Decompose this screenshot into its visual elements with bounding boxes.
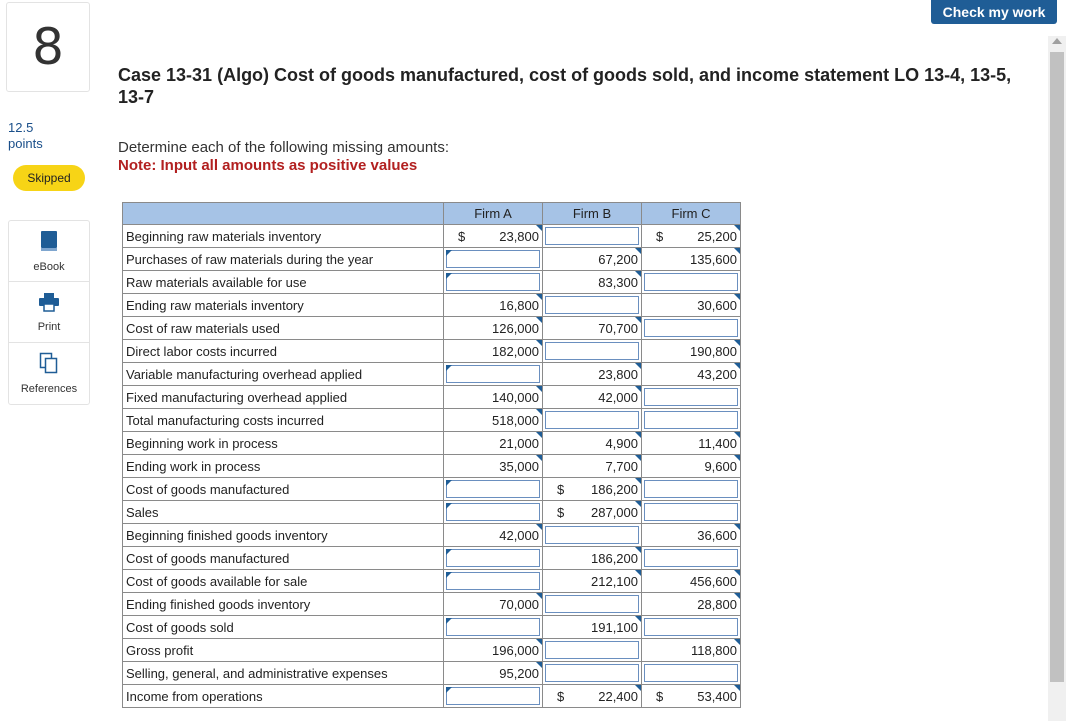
value-cell <box>642 524 741 547</box>
value-cell <box>642 363 741 386</box>
value-cell <box>543 271 642 294</box>
value-cell <box>444 593 543 616</box>
table-row <box>123 294 741 317</box>
question-number: 8 <box>32 18 64 76</box>
table-row <box>123 662 741 685</box>
value-cell <box>543 455 642 478</box>
given-amount: 456,600 <box>690 573 737 589</box>
table-row <box>123 478 741 501</box>
value-cell <box>543 478 642 501</box>
value-cell <box>444 501 543 524</box>
value-cell <box>642 317 741 340</box>
value-cell <box>444 685 543 708</box>
print-button[interactable] <box>9 282 89 343</box>
value-cell <box>543 501 642 524</box>
given-amount: 23,800 <box>499 228 539 244</box>
header-blank-cell <box>123 203 444 225</box>
table-row <box>123 340 741 363</box>
row-label: Cost of goods manufactured <box>123 547 444 570</box>
given-amount: 7,700 <box>605 458 638 474</box>
given-amount: 11,400 <box>698 435 737 451</box>
row-label: Ending finished goods inventory <box>123 593 444 616</box>
scroll-up-arrow-icon[interactable] <box>1052 38 1062 44</box>
table-row <box>123 409 741 432</box>
value-cell <box>543 294 642 317</box>
row-label: Income from operations <box>123 685 444 708</box>
value-cell <box>444 225 543 248</box>
table-row <box>123 386 741 409</box>
row-label: Beginning work in process <box>123 432 444 455</box>
value-cell <box>642 455 741 478</box>
value-cell <box>543 662 642 685</box>
given-amount: 25,200 <box>697 228 737 244</box>
value-cell <box>642 685 741 708</box>
value-cell <box>642 616 741 639</box>
check-my-work-button[interactable]: Check my work <box>931 0 1057 24</box>
given-amount: 287,000 <box>591 504 638 520</box>
value-cell <box>543 639 642 662</box>
value-cell <box>642 248 741 271</box>
given-amount: 36,600 <box>697 527 737 543</box>
given-amount: 196,000 <box>492 642 539 658</box>
row-label: Beginning finished goods inventory <box>123 524 444 547</box>
given-amount: 43,200 <box>697 366 737 382</box>
value-cell <box>543 248 642 271</box>
row-label: Raw materials available for use <box>123 271 444 294</box>
value-cell <box>642 547 741 570</box>
row-label: Cost of goods sold <box>123 616 444 639</box>
value-cell <box>642 432 741 455</box>
given-amount: 16,800 <box>499 297 539 313</box>
table-row <box>123 225 741 248</box>
points-value: 12.5 <box>8 120 34 135</box>
row-label: Gross profit <box>123 639 444 662</box>
given-amount: 191,100 <box>591 619 638 635</box>
value-cell <box>543 593 642 616</box>
ebook-label: eBook <box>33 260 65 273</box>
row-label: Direct labor costs incurred <box>123 340 444 363</box>
given-amount: 67,200 <box>598 251 638 267</box>
points-label: points <box>8 136 43 151</box>
table-row <box>123 317 741 340</box>
header-firm-a: Firm A <box>444 203 543 225</box>
value-cell <box>642 294 741 317</box>
given-amount: 53,400 <box>697 688 737 704</box>
value-cell <box>642 386 741 409</box>
value-cell <box>543 386 642 409</box>
ebook-button[interactable] <box>9 221 89 282</box>
given-amount: 21,000 <box>499 435 539 451</box>
value-cell <box>642 225 741 248</box>
book-icon <box>39 230 59 257</box>
table-row <box>123 432 741 455</box>
value-cell <box>444 409 543 432</box>
value-cell <box>642 570 741 593</box>
dollar-sign: $ <box>656 688 664 704</box>
given-amount: 518,000 <box>492 412 539 428</box>
value-cell <box>444 432 543 455</box>
given-amount: 83,300 <box>598 274 638 290</box>
value-cell <box>543 616 642 639</box>
value-cell <box>543 547 642 570</box>
printer-icon <box>38 292 60 317</box>
row-label: Purchases of raw materials during the year <box>123 248 444 271</box>
value-cell <box>444 455 543 478</box>
value-cell <box>642 501 741 524</box>
row-label: Sales <box>123 501 444 524</box>
value-cell <box>444 363 543 386</box>
note-text: Note: Input all amounts as positive values <box>118 157 418 174</box>
value-cell <box>642 409 741 432</box>
question-title: Case 13-31 (Algo) Cost of goods manufactured, cost of goods sold, and income statement LO 13-4, 13-5, 13-7 <box>118 65 1012 107</box>
dollar-sign: $ <box>458 228 466 244</box>
table-row <box>123 455 741 478</box>
value-cell <box>543 225 642 248</box>
copy-icon <box>39 352 59 379</box>
table-header-row <box>123 203 741 225</box>
row-label: Variable manufacturing overhead applied <box>123 363 444 386</box>
row-label: Ending work in process <box>123 455 444 478</box>
value-cell <box>444 386 543 409</box>
row-label: Ending raw materials inventory <box>123 294 444 317</box>
value-cell <box>444 524 543 547</box>
row-label: Cost of goods manufactured <box>123 478 444 501</box>
scrollbar-thumb[interactable] <box>1050 52 1064 682</box>
value-cell <box>444 616 543 639</box>
table-row <box>123 524 741 547</box>
value-cell <box>543 363 642 386</box>
row-label: Selling, general, and administrative expenses <box>123 662 444 685</box>
header-firm-b: Firm B <box>543 203 642 225</box>
given-amount: 70,000 <box>499 596 539 612</box>
value-cell <box>642 271 741 294</box>
given-amount: 30,600 <box>697 297 737 313</box>
table-row <box>123 547 741 570</box>
given-amount: 95,200 <box>499 665 539 681</box>
value-cell <box>543 685 642 708</box>
value-cell <box>642 639 741 662</box>
question-number-box <box>6 2 90 92</box>
amounts-table <box>122 202 741 708</box>
given-amount: 35,000 <box>499 458 539 474</box>
references-button[interactable] <box>9 343 89 404</box>
dollar-sign: $ <box>557 688 565 704</box>
given-amount: 126,000 <box>492 320 539 336</box>
value-cell <box>543 570 642 593</box>
table-row <box>123 570 741 593</box>
value-cell <box>444 340 543 363</box>
references-label: References <box>20 383 78 395</box>
row-label: Fixed manufacturing overhead applied <box>123 386 444 409</box>
table-row <box>123 271 741 294</box>
value-cell <box>543 317 642 340</box>
table-row <box>123 616 741 639</box>
value-cell <box>444 478 543 501</box>
value-cell <box>444 547 543 570</box>
value-cell <box>642 593 741 616</box>
dollar-sign: $ <box>557 504 565 520</box>
row-label: Cost of raw materials used <box>123 317 444 340</box>
value-cell <box>642 340 741 363</box>
given-amount: 28,800 <box>697 596 737 612</box>
given-amount: 186,200 <box>591 481 638 497</box>
tools-panel <box>8 220 90 405</box>
value-cell <box>543 409 642 432</box>
value-cell <box>642 478 741 501</box>
given-amount: 22,400 <box>598 688 638 704</box>
value-cell <box>444 662 543 685</box>
header-firm-c: Firm C <box>642 203 741 225</box>
value-cell <box>444 271 543 294</box>
value-cell <box>444 294 543 317</box>
value-cell <box>543 524 642 547</box>
given-amount: 118,800 <box>690 642 737 658</box>
given-amount: 190,800 <box>690 343 737 359</box>
table-row <box>123 685 741 708</box>
value-cell <box>444 639 543 662</box>
value-cell <box>444 248 543 271</box>
instruction-text: Determine each of the following missing amounts: <box>118 139 449 156</box>
row-label: Beginning raw materials inventory <box>123 225 444 248</box>
given-amount: 9,600 <box>704 458 737 474</box>
dollar-sign: $ <box>557 481 565 497</box>
value-cell <box>543 340 642 363</box>
value-cell <box>444 570 543 593</box>
value-cell <box>543 432 642 455</box>
row-label: Total manufacturing costs incurred <box>123 409 444 432</box>
table-row <box>123 363 741 386</box>
given-amount: 212,100 <box>591 573 638 589</box>
given-amount: 42,000 <box>598 389 638 405</box>
given-amount: 182,000 <box>492 343 539 359</box>
given-amount: 4,900 <box>605 435 638 451</box>
table-row <box>123 593 741 616</box>
given-amount: 23,800 <box>598 366 638 382</box>
given-amount: 135,600 <box>690 251 737 267</box>
status-badge: Skipped <box>13 165 85 191</box>
dollar-sign: $ <box>656 228 664 244</box>
table-row <box>123 639 741 662</box>
given-amount: 140,000 <box>492 389 539 405</box>
value-cell <box>642 662 741 685</box>
given-amount: 70,700 <box>598 320 638 336</box>
table-row <box>123 501 741 524</box>
row-label: Cost of goods available for sale <box>123 570 444 593</box>
given-amount: 42,000 <box>499 527 539 543</box>
table-row <box>123 248 741 271</box>
print-label: Print <box>37 320 61 333</box>
value-cell <box>444 317 543 340</box>
given-amount: 186,200 <box>591 550 638 566</box>
